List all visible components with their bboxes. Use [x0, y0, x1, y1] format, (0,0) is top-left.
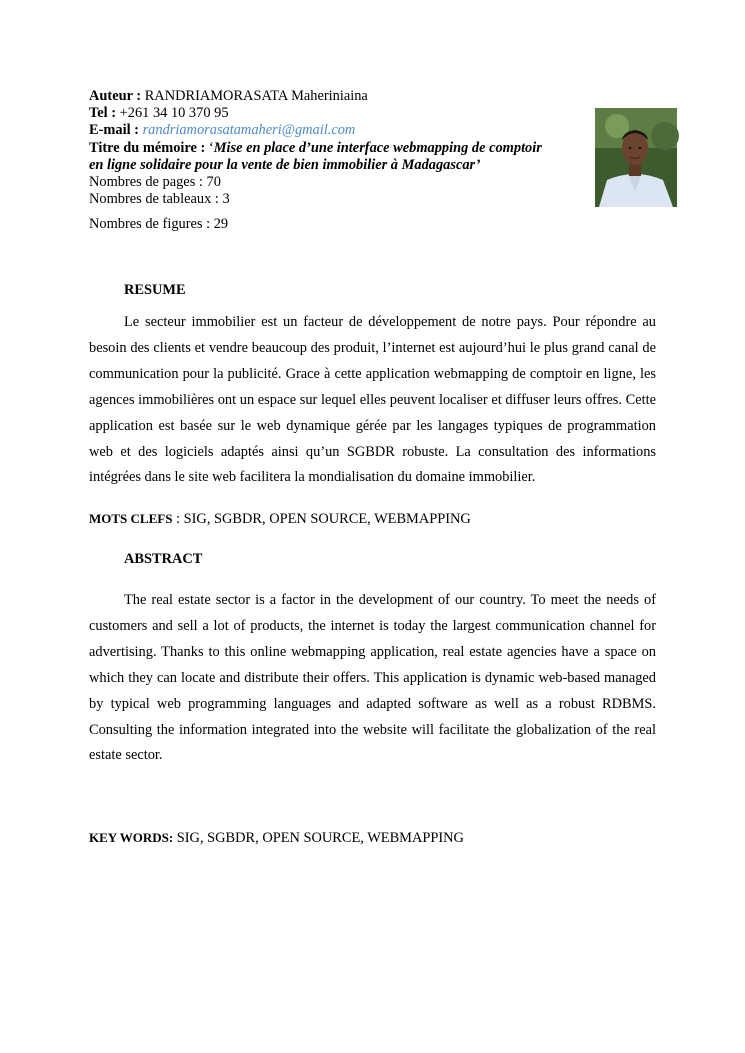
mots-clefs-line: [89, 510, 471, 528]
email-line: [89, 122, 569, 139]
resume-paragraph: Le secteur immobilier est un facteur de développement de notre pays. Pour répondre au besoin des clients et vendre beaucoup des produit, l’internet est aujourd’hui le plus grand canal de communication pour la publicité. Grace à cette application webmapping de comptoir en ligne, les agences immobilières ont un espace sur lequel elles peuvent localiser et diffuser leurs offres. Cette application est basée sur le web dynamique gérée par les langages typiques de programmation web et des logiciels adaptés ainsi qu’un SGBDR robuste. La consultation des informations intégrées dans le site web facilitera la mondialisation du domaine immobilier.: [89, 314, 656, 486]
tel-value: +261 34 10 370 95: [116, 105, 229, 122]
tel-line: [89, 105, 569, 122]
key-words-value: SIG, SGBDR, OPEN SOURCE, WEBMAPPING: [173, 830, 464, 846]
author-name: RANDRIAMORASATA Maheriniaina: [141, 88, 368, 104]
author-info-block: [89, 88, 569, 208]
page-count: Nombres de pages : 70: [89, 174, 221, 191]
email-link[interactable]: randriamorasatamaheri@gmail.com: [142, 122, 356, 139]
abstract-heading: ABSTRACT: [124, 551, 203, 567]
key-words-line: [89, 829, 464, 847]
author-label: Auteur :: [89, 88, 142, 104]
mots-clefs-label: MOTS CLEFS: [89, 511, 173, 526]
thesis-title-label: Titre du mémoire :: [89, 139, 206, 156]
thesis-title-line-1: [89, 140, 569, 157]
email-label: E-mail :: [89, 122, 139, 139]
table-count: Nombres de tableaux : 3: [89, 191, 230, 208]
tel-label: Tel :: [89, 105, 117, 122]
author-portrait-icon: [577, 106, 690, 207]
mots-clefs-value: : SIG, SGBDR, OPEN SOURCE, WEBMAPPING: [172, 511, 471, 527]
author-line: [89, 88, 569, 105]
thesis-title-quote: ‘: [205, 139, 214, 156]
thesis-title-text-1: Mise en place d’une interface webmapping de comptoir: [213, 139, 542, 156]
key-words-label: KEY WORDS:: [89, 830, 174, 845]
thesis-title-text-2: en ligne solidaire pour la vente de bien immobilier à Madagascar’: [89, 156, 481, 173]
figure-count: Nombres de figures : 29: [89, 216, 229, 232]
abstract-paragraph: The real estate sector is a factor in the development of our country. To meet the needs of customers and sell a lot of products, the internet is today the largest communication channel for advertising. Thanks to this online webmapping application, real estate agencies have a space on which they can locate and distribute their offers. This application is dynamic web-based managed by typical web programming languages and adapted software as well as a robust RDBMS. Consulting the information integrated into the website will facilitate the globalization of the real estate sector.: [89, 592, 656, 764]
resume-heading: RESUME: [124, 282, 186, 298]
